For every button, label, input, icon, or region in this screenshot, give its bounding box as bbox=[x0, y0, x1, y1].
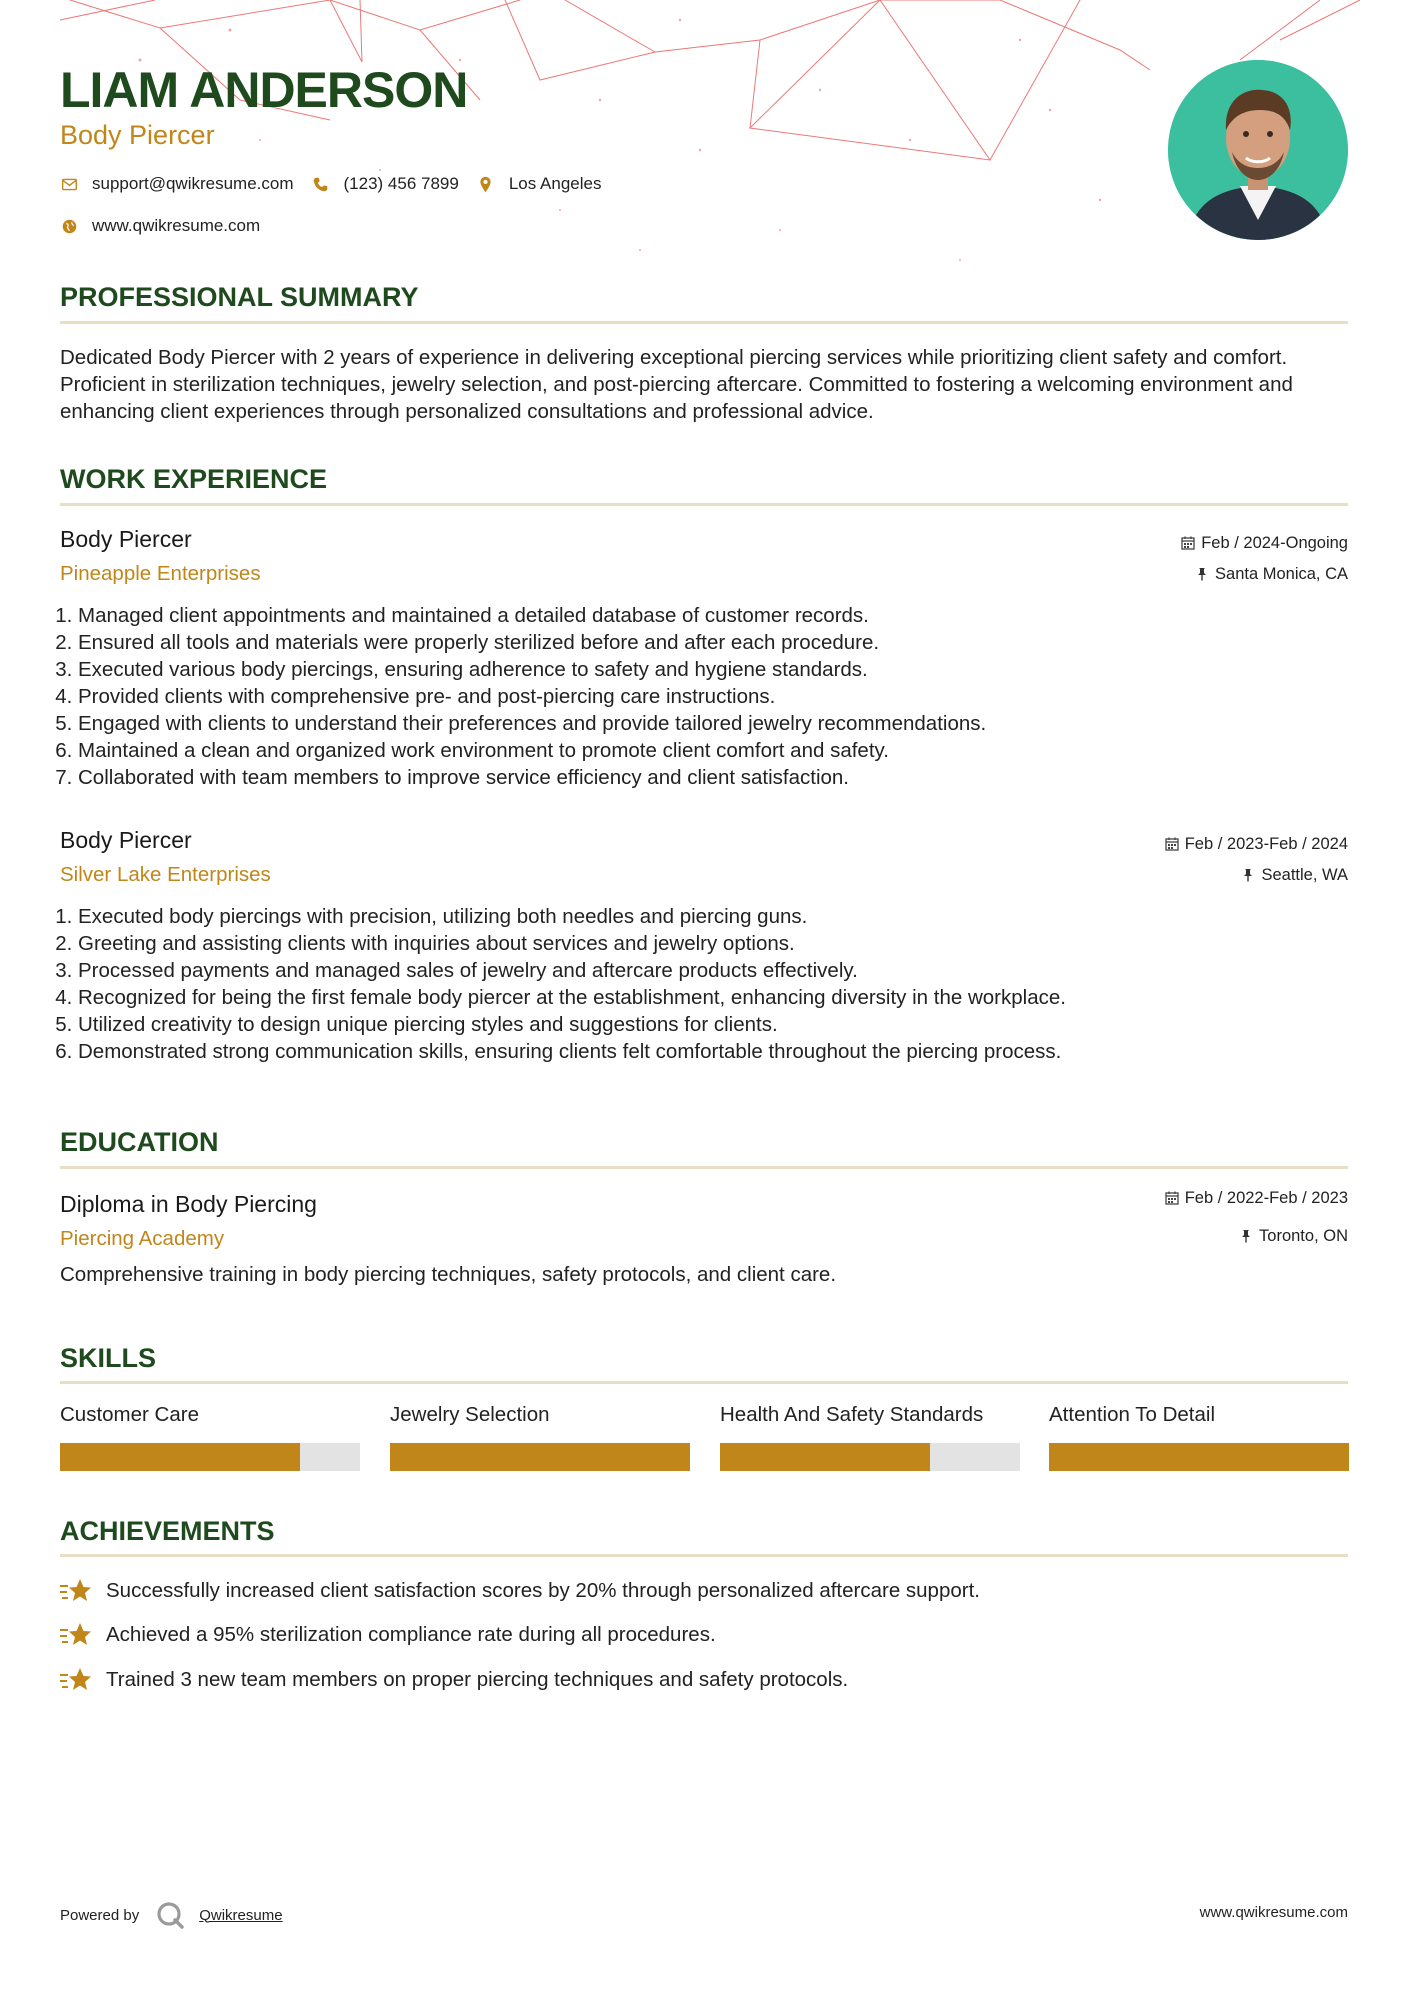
contact-phone[interactable] bbox=[312, 174, 459, 194]
skill-label: Jewelry Selection bbox=[390, 1403, 550, 1426]
list-item: 1. Managed client appointments and maintained a detailed database of customer records. bbox=[78, 602, 1378, 629]
phone-text: (123) 456 7899 bbox=[343, 174, 459, 193]
job-date-text: Feb / 2024-Ongoing bbox=[1201, 534, 1348, 552]
qwikresume-link[interactable]: Qwikresume bbox=[199, 1906, 283, 1924]
contact-location bbox=[477, 174, 602, 194]
contact-email[interactable] bbox=[60, 174, 294, 194]
achievement-text: Achieved a 95% sterilization compliance rate during all procedures. bbox=[106, 1623, 716, 1646]
profile-photo bbox=[1168, 60, 1348, 240]
list-item: 3. Executed various body piercings, ensuring adherence to safety and hygiene standards. bbox=[78, 656, 1378, 683]
section-divider bbox=[60, 1554, 1348, 1557]
job-duties-list bbox=[50, 903, 1378, 1065]
job-duties-list bbox=[50, 602, 1378, 791]
list-item: 2. Ensured all tools and materials were properly sterilized before and after each procedure. bbox=[78, 629, 1378, 656]
section-divider bbox=[60, 1166, 1348, 1169]
pushpin-icon bbox=[1195, 567, 1209, 581]
list-item: 6. Maintained a clean and organized work environment to promote client comfort and safety. bbox=[78, 737, 1378, 764]
education-description: Comprehensive training in body piercing techniques, safety protocols, and client care. bbox=[60, 1263, 837, 1286]
job-location-text: Seattle, WA bbox=[1261, 866, 1348, 884]
list-item: 5. Utilized creativity to design unique piercing styles and suggestions for clients. bbox=[78, 1011, 1378, 1038]
job-location-text: Santa Monica, CA bbox=[1215, 565, 1348, 583]
job-location bbox=[1241, 864, 1348, 886]
footer-url[interactable]: www.qwikresume.com bbox=[1199, 1904, 1348, 1921]
calendar-icon bbox=[1165, 1191, 1179, 1205]
section-divider bbox=[60, 503, 1348, 506]
skill-bar bbox=[1049, 1443, 1349, 1471]
education-location bbox=[1239, 1225, 1348, 1247]
list-item: 1. Executed body piercings with precision, utilizing both needles and piercing guns. bbox=[78, 903, 1378, 930]
summary-heading: PROFESSIONAL SUMMARY bbox=[60, 282, 419, 312]
list-item: 2. Greeting and assisting clients with inquiries about services and jewelry options. bbox=[78, 930, 1378, 957]
location-text: Los Angeles bbox=[508, 174, 602, 193]
skill-bar bbox=[60, 1443, 360, 1471]
education-degree: Diploma in Body Piercing bbox=[60, 1191, 317, 1217]
job-date bbox=[1165, 833, 1348, 855]
skill-label: Customer Care bbox=[60, 1403, 199, 1426]
list-item: 3. Processed payments and managed sales of jewelry and aftercare products effectively. bbox=[78, 957, 1378, 984]
achievements-heading: ACHIEVEMENTS bbox=[60, 1516, 275, 1546]
footer-powered-by bbox=[60, 1900, 283, 1930]
education-date-text: Feb / 2022-Feb / 2023 bbox=[1184, 1189, 1348, 1207]
list-item: 7. Collaborated with team members to improve service efficiency and client satisfaction. bbox=[78, 764, 1378, 791]
calendar-icon bbox=[1181, 536, 1195, 550]
job-company: Pineapple Enterprises bbox=[60, 562, 261, 585]
skill-level-fill bbox=[60, 1443, 300, 1471]
qwikresume-logo-icon bbox=[155, 1900, 185, 1930]
education-heading: EDUCATION bbox=[60, 1127, 219, 1157]
contact-row bbox=[60, 172, 619, 196]
skill-level-fill bbox=[1049, 1443, 1349, 1471]
education-date bbox=[1165, 1187, 1348, 1209]
job-company: Silver Lake Enterprises bbox=[60, 863, 271, 886]
list-item: 4. Recognized for being the first female body piercer at the establishment, enhancing diversity in the workplace. bbox=[78, 984, 1378, 1011]
star-icon bbox=[60, 1666, 92, 1694]
section-divider bbox=[60, 321, 1348, 324]
candidate-name: LIAM ANDERSON bbox=[60, 62, 468, 118]
list-item: 4. Provided clients with comprehensive pre- and post-piercing care instructions. bbox=[78, 683, 1378, 710]
job-date-text: Feb / 2023-Feb / 2024 bbox=[1184, 835, 1348, 853]
achievement-item bbox=[60, 1666, 848, 1694]
star-icon bbox=[60, 1577, 92, 1605]
map-pin-icon bbox=[477, 175, 495, 193]
section-divider bbox=[60, 1381, 1348, 1384]
skill-item bbox=[390, 1401, 690, 1471]
skill-level-fill bbox=[390, 1443, 690, 1471]
calendar-icon bbox=[1165, 837, 1179, 851]
education-school: Piercing Academy bbox=[60, 1227, 225, 1250]
achievement-item bbox=[60, 1577, 980, 1605]
list-item: 5. Engaged with clients to understand their preferences and provide tailored jewelry recommendations. bbox=[78, 710, 1378, 737]
summary-text: Dedicated Body Piercer with 2 years of experience in delivering exceptional piercing services while prioritizing client safety and comfort. Proficient in sterilization techniques, jewelry selection, and post-piercing aftercare. Committed to fostering a welcoming environment and enhancing client experiences through personalized consultations and professional advice. bbox=[60, 346, 1293, 423]
skill-level-fill bbox=[720, 1443, 930, 1471]
achievement-item bbox=[60, 1621, 716, 1649]
job-location bbox=[1195, 563, 1348, 585]
skill-bar bbox=[390, 1443, 690, 1471]
skill-label: Health And Safety Standards bbox=[720, 1403, 984, 1426]
email-text: support@qwikresume.com bbox=[92, 174, 294, 193]
achievement-text: Trained 3 new team members on proper piercing techniques and safety protocols. bbox=[106, 1668, 849, 1691]
experience-heading: WORK EXPERIENCE bbox=[60, 464, 328, 494]
envelope-icon bbox=[60, 175, 78, 193]
list-item: 6. Demonstrated strong communication skills, ensuring clients felt comfortable throughout the piercing process. bbox=[78, 1038, 1378, 1065]
achievement-text: Successfully increased client satisfaction scores by 20% through personalized aftercare support. bbox=[106, 1579, 980, 1602]
job-title: Body Piercer bbox=[60, 526, 192, 552]
contact-website[interactable] bbox=[60, 214, 260, 238]
powered-by-label: Powered by bbox=[60, 1906, 140, 1924]
star-icon bbox=[60, 1621, 92, 1649]
job-title: Body Piercer bbox=[60, 827, 192, 853]
pushpin-icon bbox=[1239, 1229, 1253, 1243]
skill-label: Attention To Detail bbox=[1049, 1403, 1216, 1426]
skill-item bbox=[1049, 1401, 1349, 1471]
education-location-text: Toronto, ON bbox=[1259, 1227, 1348, 1245]
skill-bar bbox=[720, 1443, 1020, 1471]
globe-icon bbox=[60, 217, 78, 235]
candidate-role: Body Piercer bbox=[60, 120, 215, 150]
job-date bbox=[1181, 532, 1348, 554]
skill-item bbox=[60, 1401, 360, 1471]
skill-item bbox=[720, 1401, 1020, 1471]
skills-heading: SKILLS bbox=[60, 1343, 157, 1373]
phone-icon bbox=[312, 175, 330, 193]
website-text: www.qwikresume.com bbox=[92, 216, 261, 235]
pushpin-icon bbox=[1241, 868, 1255, 882]
